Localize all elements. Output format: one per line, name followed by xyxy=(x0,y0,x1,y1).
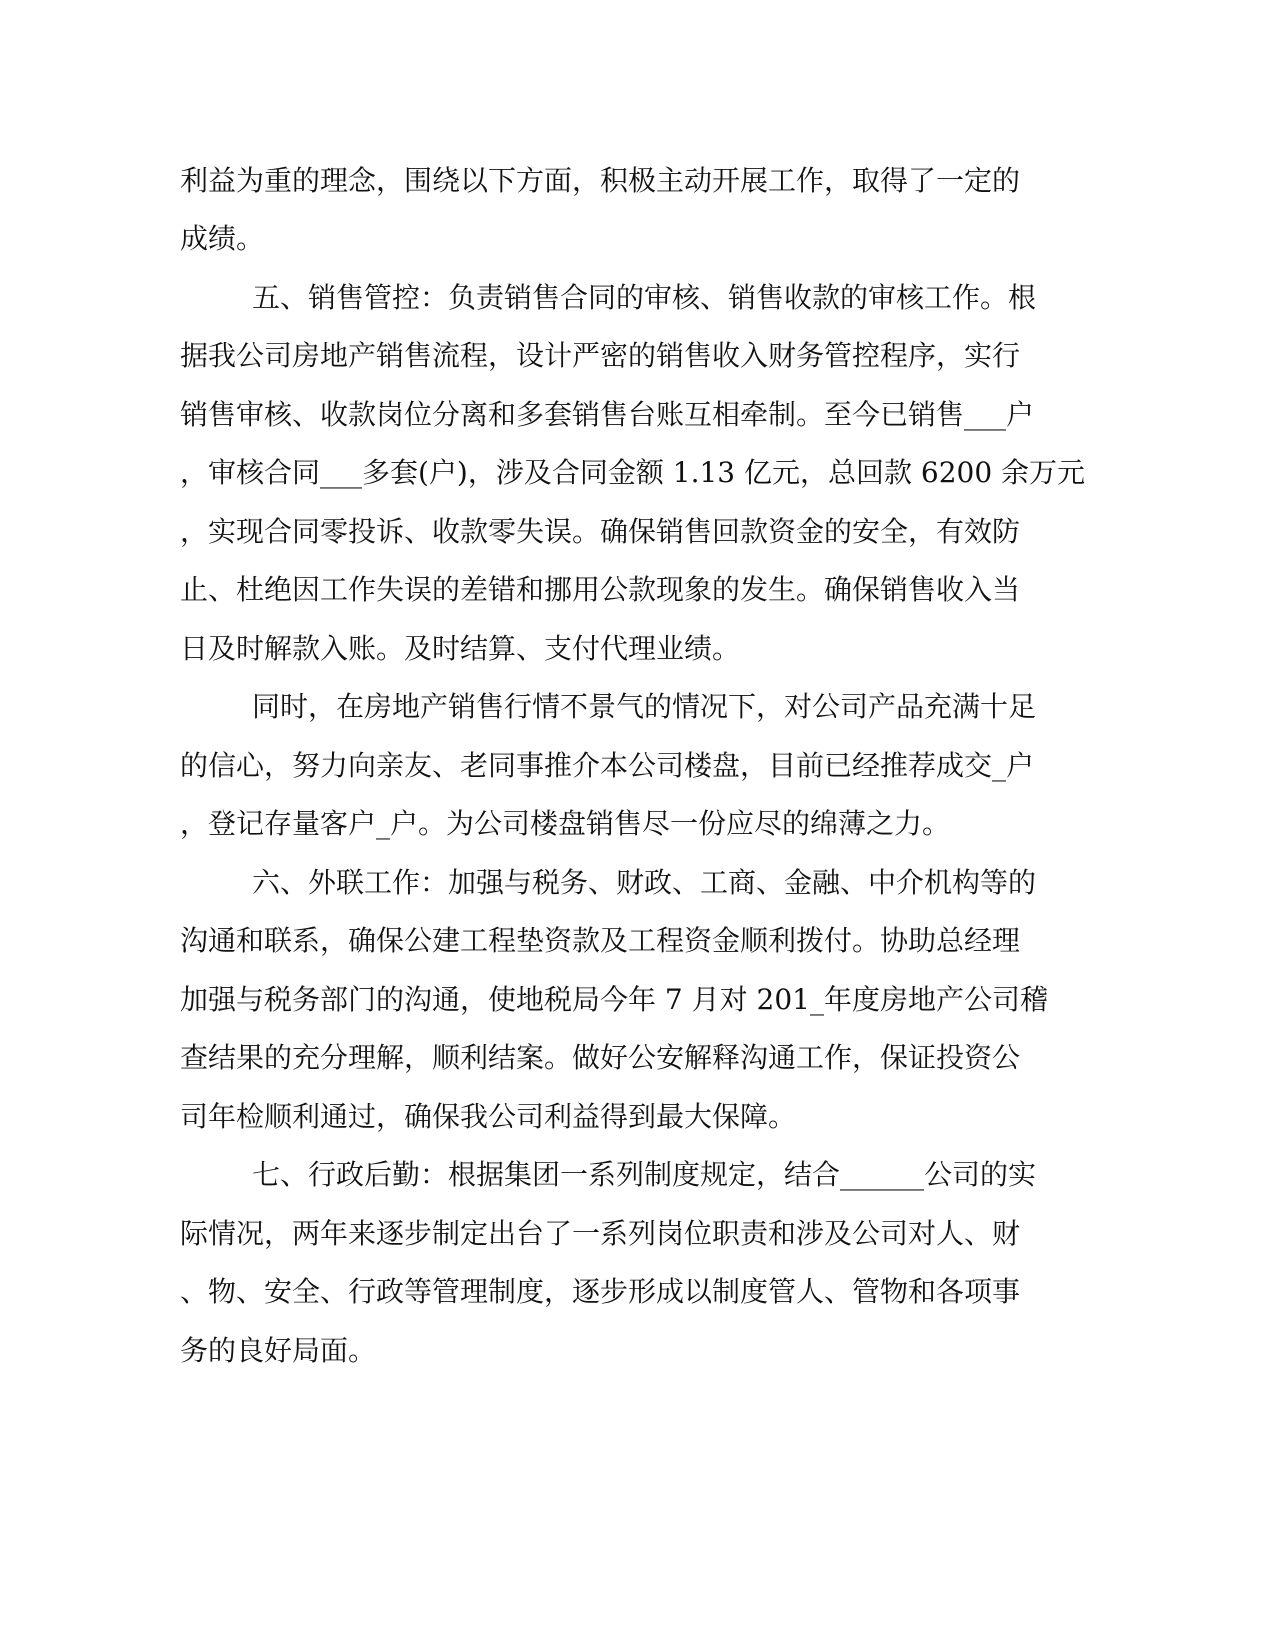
text-line: 销售审核、收款岗位分离和多套销售台账互相牵制。至今已销售___户 xyxy=(180,398,1035,431)
text-line: 、物、安全、行政等管理制度，逐步形成以制度管人、管物和各项事 xyxy=(180,1275,1021,1308)
text-line: ，实现合同零投诉、收款零失误。确保销售回款资金的安全，有效防 xyxy=(180,515,1021,548)
section-7-heading-line: 七、行政后勤：根据集团一系列制度规定，结合______公司的实 xyxy=(252,1158,1037,1191)
text-line: 止、杜绝因工作失误的差错和挪用公款现象的发生。确保销售收入当 xyxy=(180,573,1021,606)
text-line: ，登记存量客户_户。为公司楼盘销售尽一份应尽的绵薄之力。 xyxy=(180,807,951,840)
text-line: 务的良好局面。 xyxy=(180,1334,377,1367)
text-line: 司年检顺利通过，确保我公司利益得到最大保障。 xyxy=(180,1100,797,1133)
paragraph-start-line: 同时，在房地产销售行情不景气的情况下，对公司产品充满十足 xyxy=(252,690,1037,723)
section-5-heading-line: 五、销售管控：负责销售合同的审核、销售收款的审核工作。根 xyxy=(252,281,1037,314)
text-line: 加强与税务部门的沟通，使地税局今年 7 月对 201_年度房地产公司稽 xyxy=(180,983,1048,1016)
text-line: ，审核合同___多套(户)，涉及合同金额 1.13 亿元，总回款 6200 余万元 xyxy=(180,456,1086,489)
text-line: 据我公司房地产销售流程，设计严密的销售收入财务管控程序，实行 xyxy=(180,339,1021,372)
text-line: 查结果的充分理解，顺利结案。做好公安解释沟通工作，保证投资公 xyxy=(180,1041,1021,1074)
text-line: 沟通和联系，确保公建工程垫资款及工程资金顺利拨付。协助总经理 xyxy=(180,924,1021,957)
section-6-heading-line: 六、外联工作：加强与税务、财政、工商、金融、中介机构等的 xyxy=(252,866,1037,899)
text-line: 成绩。 xyxy=(180,222,265,255)
text-line: 的信心，努力向亲友、老同事推介本公司楼盘，目前已经推荐成交_户 xyxy=(180,749,1035,782)
text-line: 际情况，两年来逐步制定出台了一系列岗位职责和涉及公司对人、财 xyxy=(180,1217,1021,1250)
text-line: 日及时解款入账。及时结算、支付代理业绩。 xyxy=(180,632,741,665)
text-line: 利益为重的理念，围绕以下方面，积极主动开展工作，取得了一定的 xyxy=(180,164,1021,197)
